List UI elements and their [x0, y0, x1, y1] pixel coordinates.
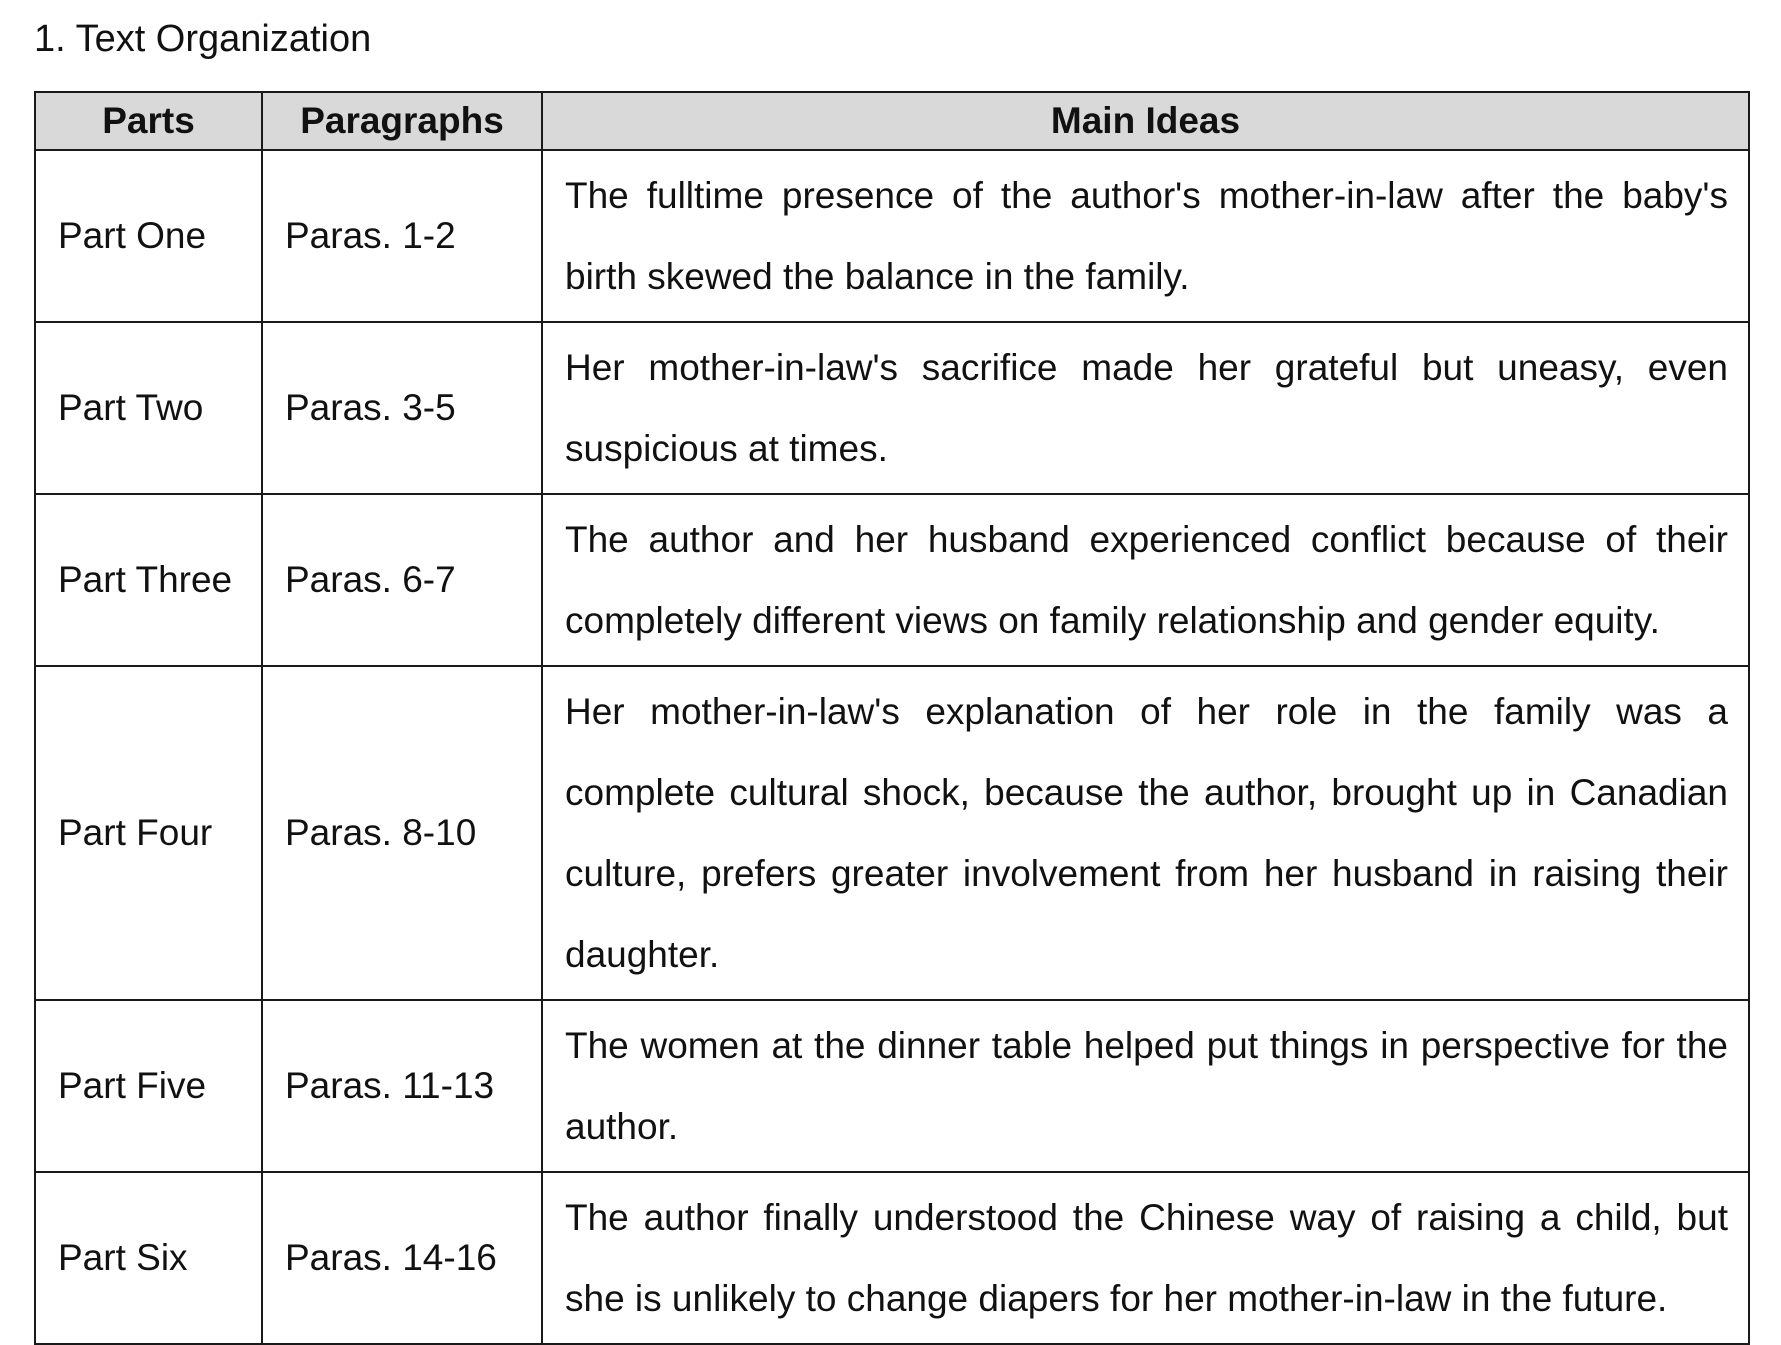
table-row: [35, 150, 1749, 322]
main-idea-cell: The author finally understood the Chinese way of raising a child, but she is unlikely to change diapers for her mother-in-law in the future.: [542, 1172, 1749, 1344]
main-idea-cell: The women at the dinner table helped put things in perspective for the author.: [542, 1000, 1749, 1172]
paragraphs-cell: Paras. 6-7: [262, 494, 542, 666]
part-cell: Part Four: [35, 666, 262, 1000]
part-cell: Part Three: [35, 494, 262, 666]
table-row: [35, 666, 1749, 1000]
column-header-main-ideas: Main Ideas: [542, 92, 1749, 150]
main-idea-cell: The author and her husband experienced conflict because of their completely different views on family relationship and gender equity.: [542, 494, 1749, 666]
paragraphs-cell: Paras. 1-2: [262, 150, 542, 322]
part-cell: Part Five: [35, 1000, 262, 1172]
column-header-paragraphs: Paragraphs: [262, 92, 542, 150]
paragraphs-cell: Paras. 11-13: [262, 1000, 542, 1172]
part-cell: Part Two: [35, 322, 262, 494]
text-organization-table: [34, 91, 1750, 1345]
main-idea-cell: Her mother-in-law's explanation of her role in the family was a complete cultural shock, because the author, brought up in Canadian culture, prefers greater involvement from her husband in raising their daughter.: [542, 666, 1749, 1000]
table-row: [35, 322, 1749, 494]
table-row: [35, 494, 1749, 666]
table-row: [35, 1172, 1749, 1344]
table-row: [35, 1000, 1749, 1172]
main-idea-cell: Her mother-in-law's sacrifice made her grateful but uneasy, even suspicious at times.: [542, 322, 1749, 494]
part-cell: Part One: [35, 150, 262, 322]
main-idea-cell: The fulltime presence of the author's mother-in-law after the baby's birth skewed the balance in the family.: [542, 150, 1749, 322]
paragraphs-cell: Paras. 14-16: [262, 1172, 542, 1344]
paragraphs-cell: Paras. 8-10: [262, 666, 542, 1000]
column-header-parts: Parts: [35, 92, 262, 150]
section-heading: 1. Text Organization: [34, 18, 372, 60]
part-cell: Part Six: [35, 1172, 262, 1344]
paragraphs-cell: Paras. 3-5: [262, 322, 542, 494]
table-header-row: [35, 92, 1749, 150]
